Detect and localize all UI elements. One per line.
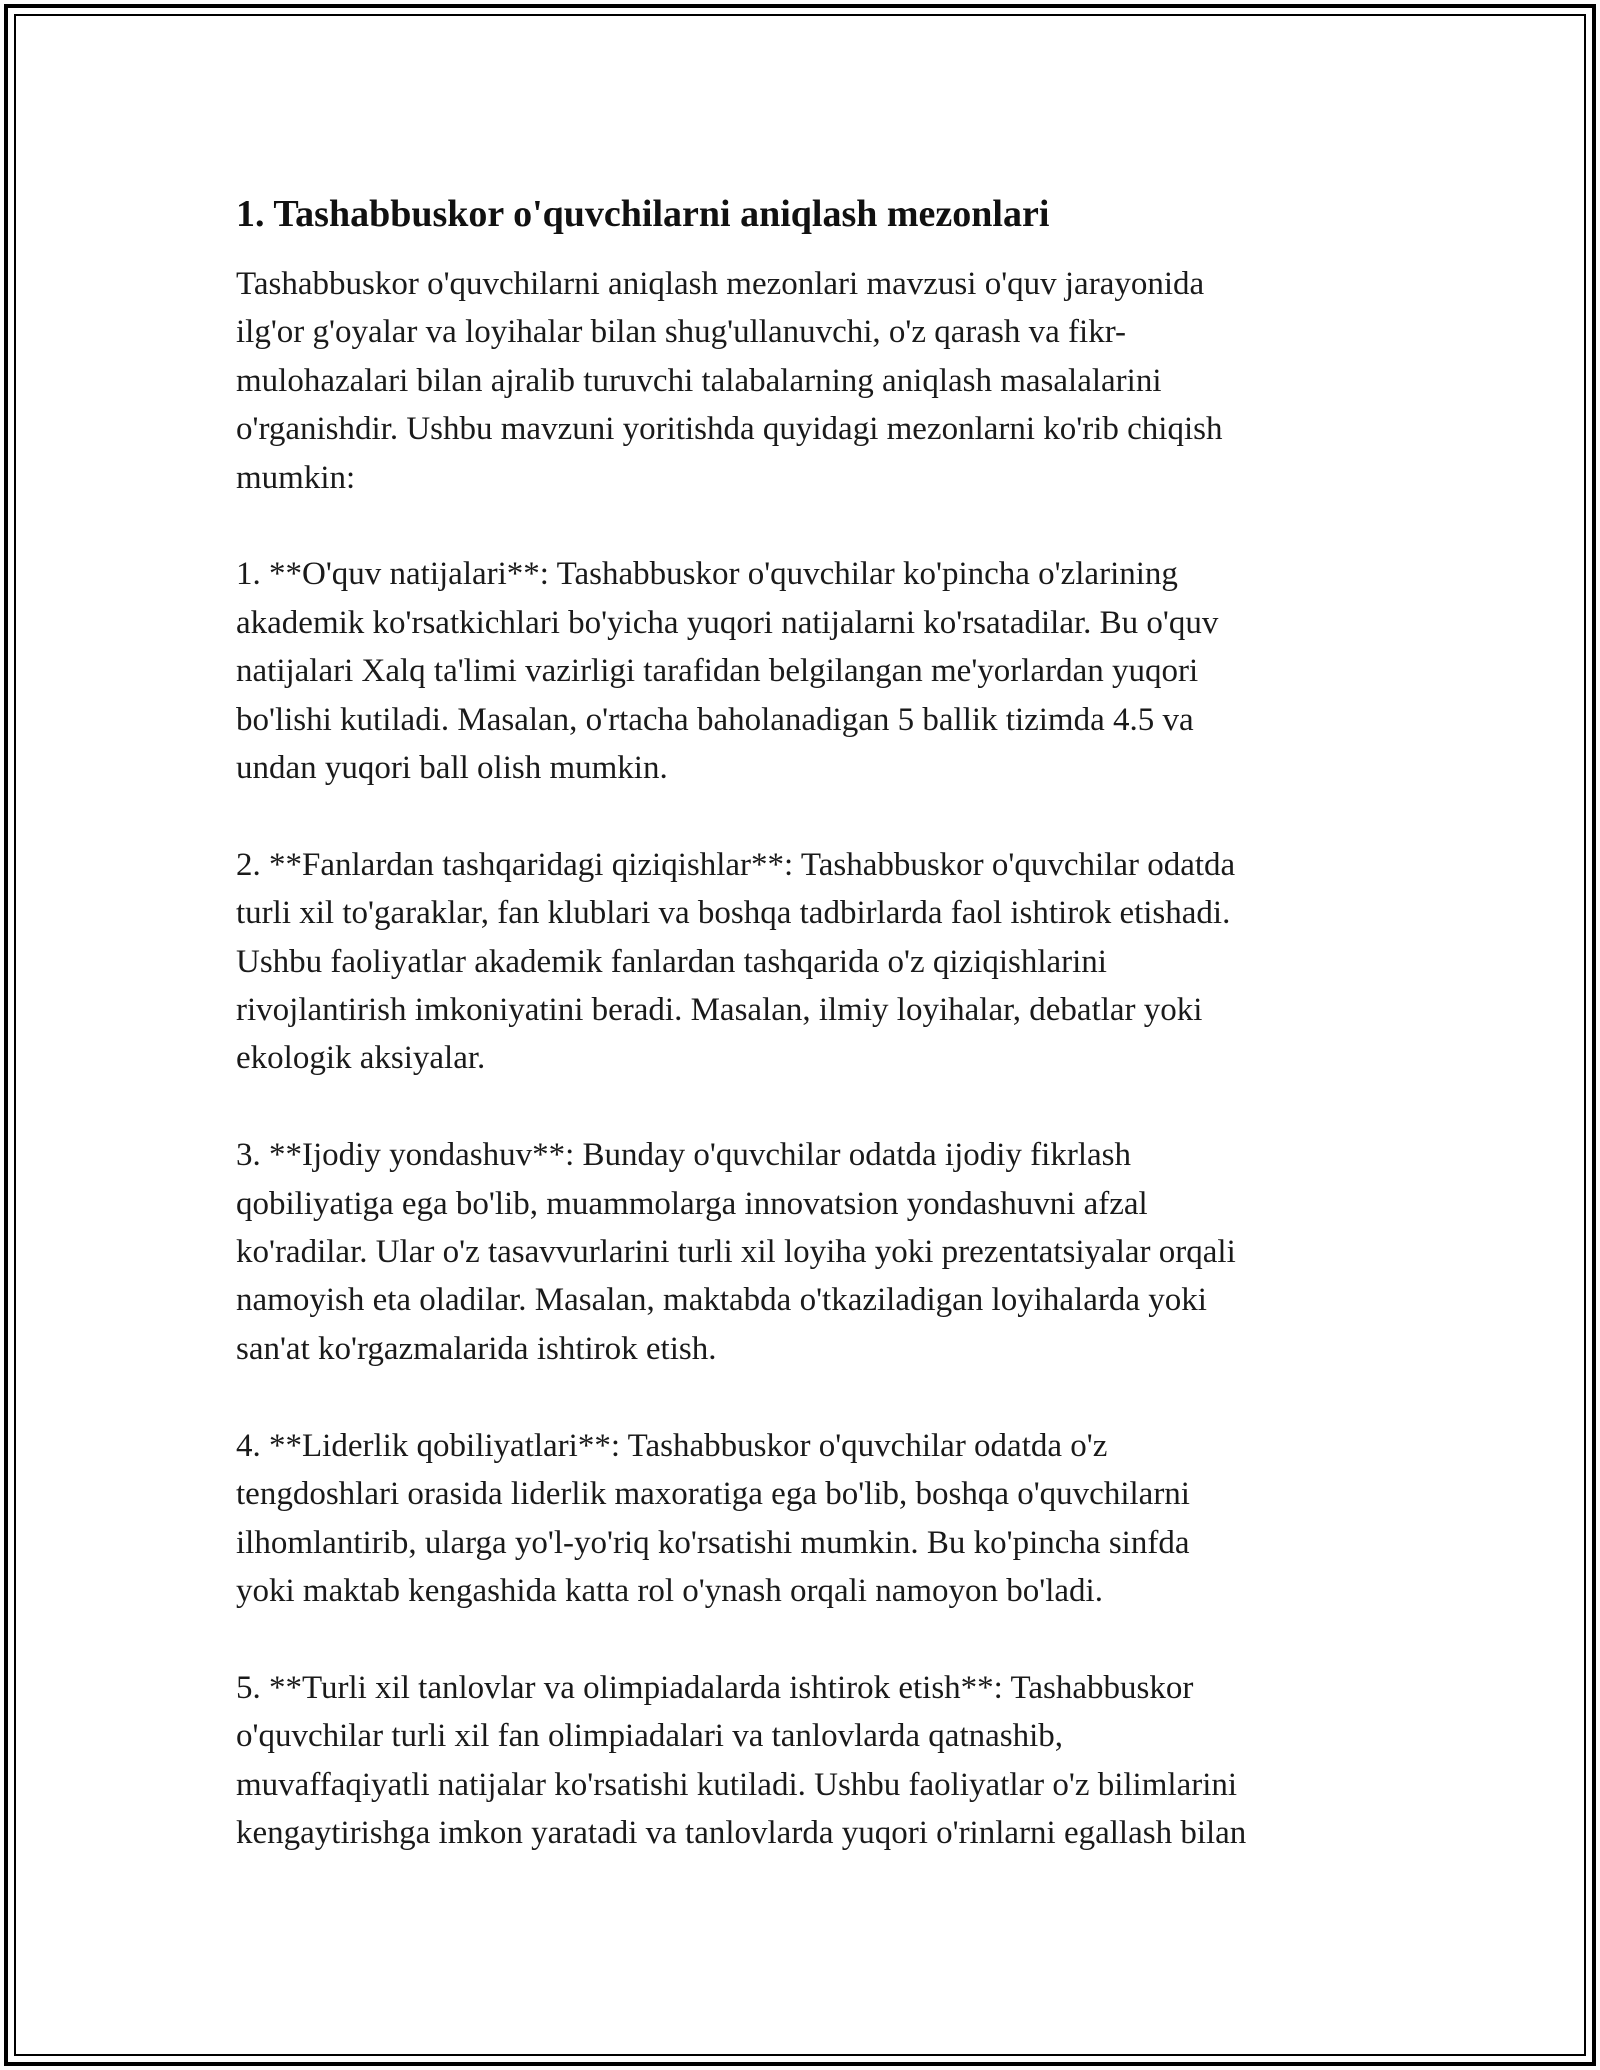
criterion-4-paragraph: 4. **Liderlik qobiliyatlari**: Tashabbuskor o'quvchilar odatda o'z tengdoshlari orasida liderlik maxoratiga ega bo'lib, boshqa o'quvchilarni ilhomlantirib, ularga yo'l-yo'riq ko'rsatishi mumkin. Bu ko'pincha sinfda yoki maktab kengashida katta rol o'ynash orqali namoyon bo'ladi.: [236, 1427, 1190, 1609]
criterion-5-paragraph: 5. **Turli xil tanlovlar va olimpiadalarda ishtirok etish**: Tashabbuskor o'quvchilar turli xil fan olimpiadalari va tanlovlarda qatnashib, muvaffaqiyatli natijalar ko'rsatishi kutiladi. Ushbu faoliyatlar o'z bilimlarini kengaytirishga imkon yaratadi va tanlovlarda yuqori o'rinlarni egallash bilan: [236, 1669, 1247, 1851]
intro-paragraph: Tashabbuskor o'quvchilarni aniqlash mezonlari mavzusi o'quv jarayonida ilg'or g'oyalar va loyihalar bilan shug'ullanuvchi, o'z qarash va fikr- mulohazalari bilan ajralib turuvchi talabalarning aniqlash masalalarini o'rganishdir. Ushbu mavzuni yoritishda quyidagi mezonlarni ko'rib chiqish mumkin:: [236, 266, 1223, 496]
document-title: 1. Tashabbuskor o'quvchilarni aniqlash mezonlari: [236, 193, 1050, 235]
criterion-1-paragraph: 1. **O'quv natijalari**: Tashabbuskor o'quvchilar ko'pincha o'zlarining akademik ko'rsatkichlari bo'yicha yuqori natijalarni ko'rsatadilar. Bu o'quv natijalari Xalq ta'limi vazirligi tarafidan belgilangan me'yorlardan yuqori bo'lishi kutiladi. Masalan, o'rtacha baholanadigan 5 ballik tizimda 4.5 va undan yuqori ball olish mumkin.: [236, 556, 1219, 787]
criterion-3-paragraph: 3. **Ijodiy yondashuv**: Bunday o'quvchilar odatda ijodiy fikrlash qobiliyatiga ega bo'lib, muammolarga innovatsion yondashuvni afzal ko'radilar. Ular o'z tasavvurlarini turli xil loyiha yoki prezentatsiyalar orqali namoyish eta oladilar. Masalan, maktabda o'tkaziladigan loyihalarda yoki san'at ko'rgazmalarida ishtirok etish.: [236, 1137, 1236, 1367]
criterion-2-paragraph: 2. **Fanlardan tashqaridagi qiziqishlar**: Tashabbuskor o'quvchilar odatda turli xil to'garaklar, fan klublari va boshqa tadbirlarda faol ishtirok etishadi. Ushbu faoliyatlar akademik fanlardan tashqarida o'z qiziqishlarini rivojlantirish imkoniyatini beradi. Masalan, ilmiy loyihalar, debatlar yoki ekologik aksiyalar.: [236, 846, 1236, 1077]
document-body: [236, 188, 1366, 1857]
